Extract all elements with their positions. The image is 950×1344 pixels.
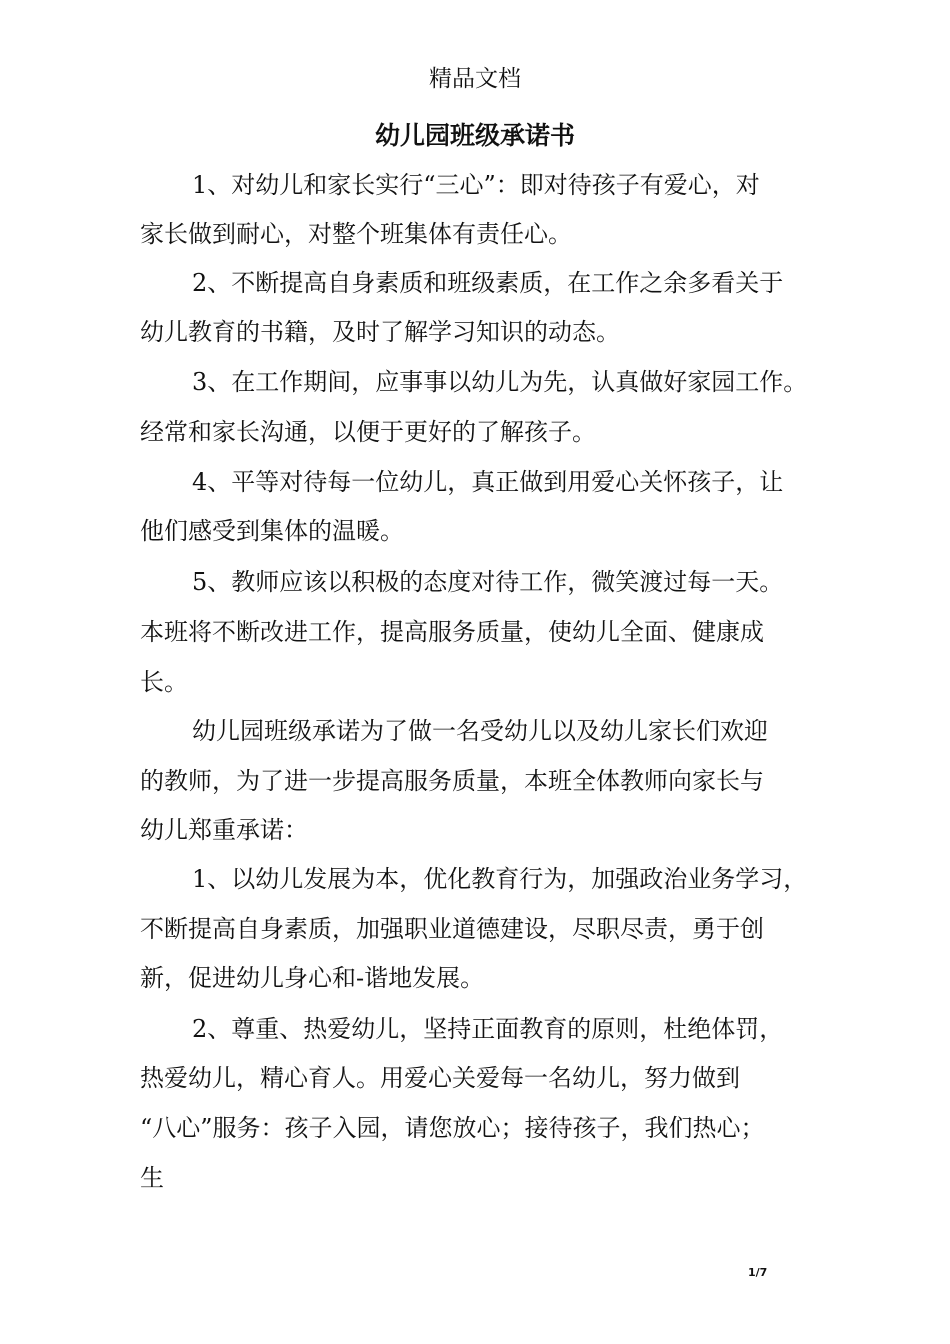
paragraph-line: 经常和家长沟通，以便于更好的了解孩子。: [140, 418, 596, 446]
paragraph-line: 本班将不断改进工作，提高服务质量，使幼儿全面、健康成: [140, 618, 764, 646]
paragraph-line: 长。: [140, 668, 188, 696]
paragraph-line: 幼儿园班级承诺为了做一名受幼儿以及幼儿家长们欢迎: [192, 717, 768, 745]
paragraph-line: 幼儿教育的书籍，及时了解学习知识的动态。: [140, 318, 620, 346]
paragraph-line: “八心”服务：孩子入园，请您放心；接待孩子，我们热心；: [140, 1114, 765, 1142]
paragraph-line: 1、以幼儿发展为本，优化教育行为，加强政治业务学习，: [192, 865, 808, 893]
paragraph-line: 热爱幼儿，精心育人。用爱心关爱每一名幼儿，努力做到: [140, 1064, 740, 1092]
paragraph-line: 生: [140, 1164, 164, 1192]
paragraph-line: 2、不断提高自身素质和班级素质，在工作之余多看关于: [192, 269, 784, 297]
paragraph-line: 5、教师应该以积极的态度对待工作，微笑渡过每一天。: [192, 568, 784, 596]
paragraph-line: 4、平等对待每一位幼儿，真正做到用爱心关怀孩子，让: [192, 468, 784, 496]
paragraph-line: 的教师，为了进一步提高服务质量，本班全体教师向家长与: [140, 767, 764, 795]
paragraph-line: 不断提高自身素质，加强职业道德建设，尽职尽责，勇于创: [140, 915, 764, 943]
paragraph-line: 幼儿郑重承诺：: [140, 816, 308, 844]
paragraph-line: 新，促进幼儿身心和-谐地发展。: [140, 964, 485, 992]
page-number: 1/7: [748, 1266, 768, 1279]
paragraph-line: 3、在工作期间，应事事以幼儿为先，认真做好家园工作。: [192, 368, 808, 396]
paragraph-line: 家长做到耐心，对整个班集体有责任心。: [140, 220, 572, 248]
paragraph-line: 1、对幼儿和家长实行“三心”：即对待孩子有爱心，对: [192, 171, 760, 199]
document-title: 幼儿园班级承诺书: [374, 121, 575, 150]
paragraph-line: 2、尊重、热爱幼儿，坚持正面教育的原则，杜绝体罚，: [192, 1015, 784, 1043]
paragraph-line: 他们感受到集体的温暖。: [140, 517, 404, 545]
document-header: 精品文档: [429, 66, 521, 92]
